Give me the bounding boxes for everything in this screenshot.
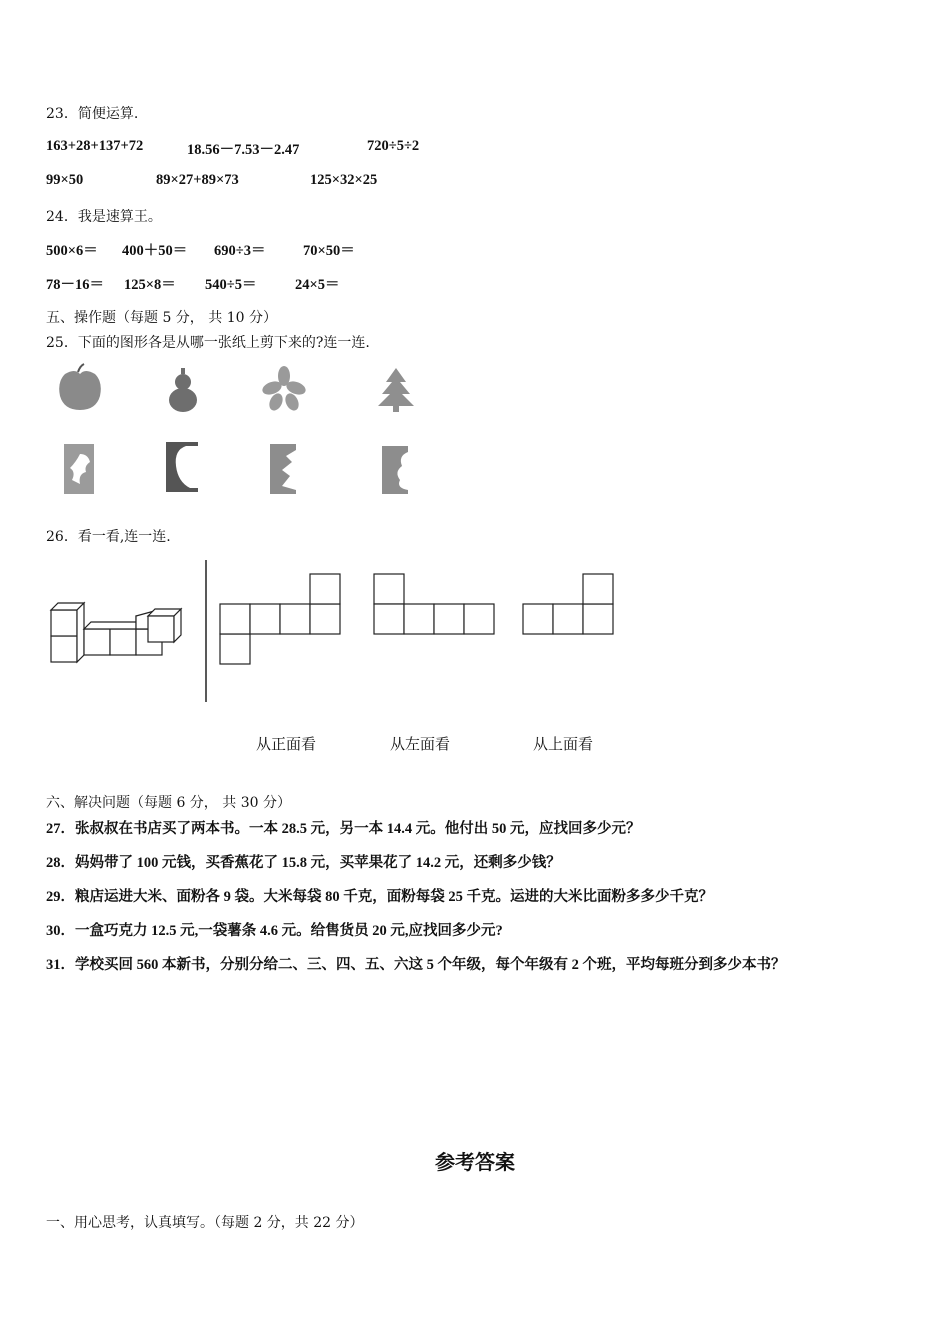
paper-with-flower-hole: [270, 444, 296, 494]
flower-shape-icon: [261, 366, 308, 413]
section6-title: 六、解决问题（每题 6 分， 共 30 分）: [46, 795, 291, 811]
section5-title: 五、操作题（每题 5 分， 共 10 分）: [46, 310, 277, 326]
view-grid-3: [523, 574, 613, 634]
q24-expr-4: 70×50＝: [303, 243, 355, 259]
view-grid-1: [220, 574, 340, 664]
q23-title: 23．简便运算.: [46, 106, 139, 122]
q24-expr-2: 400＋50＝: [122, 243, 188, 259]
q24-expr-8: 24×5＝: [295, 277, 340, 293]
label-front-view: 从正面看: [256, 735, 317, 753]
q24-title: 24．我是速算王。: [46, 209, 162, 225]
q24-expr-7: 540÷5＝: [205, 277, 257, 293]
gourd-shape-icon: [169, 368, 197, 412]
q26-title: 26．看一看,连一连.: [46, 529, 171, 545]
q23-expr-4: 99×50: [46, 172, 84, 188]
problem-27: 27．张叔叔在书店买了两本书。一本 28.5 元，另一本 14.4 元。他付出 50 元，应找回多少元？: [46, 821, 641, 837]
tree-shape-icon: [378, 368, 414, 412]
q23-expr-1: 163+28+137+72: [46, 138, 144, 154]
q23-expr-2: 18.56－7.53－2.47: [187, 142, 300, 158]
paper-with-apple-hole: [64, 444, 94, 494]
problem-31: 31．学校买回 560 本新书，分别分给二、三、四、五、六这 5 个年级，每个年级有 2 个班，平均每班分到多少本书？: [46, 957, 786, 973]
cube-stack-3d: [51, 603, 181, 662]
q24-expr-5: 78－16＝: [46, 277, 104, 293]
view-grid-2: [374, 574, 494, 634]
q23-expr-5: 89×27+89×73: [156, 172, 239, 188]
q23-expr-6: 125×32×25: [310, 172, 378, 188]
problem-28: 28．妈妈带了 100 元钱，买香蕉花了 15.8 元，买苹果花了 14.2 元，还剩多少钱？: [46, 855, 561, 871]
problem-29: 29．粮店运进大米、面粉各 9 袋。大米每袋 80 千克，面粉每袋 25 千克。运进的大米比面粉多多少千克？: [46, 889, 713, 905]
paper-with-gourd-hole: [166, 442, 198, 492]
q25-title: 25．下面的图形各是从哪一张纸上剪下来的?连一连.: [46, 335, 370, 351]
problem-30: 30．一盒巧克力 12.5 元,一袋薯条 4.6 元。给售货员 20 元,应找回多少元?: [46, 923, 503, 939]
answers-section1: 一、用心思考，认真填写。（每题 2 分，共 22 分）: [46, 1215, 364, 1231]
answers-title: 参考答案: [435, 1150, 515, 1174]
label-top-view: 从上面看: [533, 735, 594, 753]
q23-expr-3: 720÷5÷2: [367, 138, 420, 154]
paper-with-tree-hole: [382, 446, 408, 494]
apple-shape-icon: [59, 364, 101, 410]
q24-expr-1: 500×6＝: [46, 243, 98, 259]
label-left-view: 从左面看: [390, 735, 451, 753]
q26-figure: [48, 560, 618, 705]
q24-expr-3: 690÷3＝: [214, 243, 266, 259]
q24-expr-6: 125×8＝: [124, 277, 176, 293]
q25-figure: [50, 362, 430, 507]
